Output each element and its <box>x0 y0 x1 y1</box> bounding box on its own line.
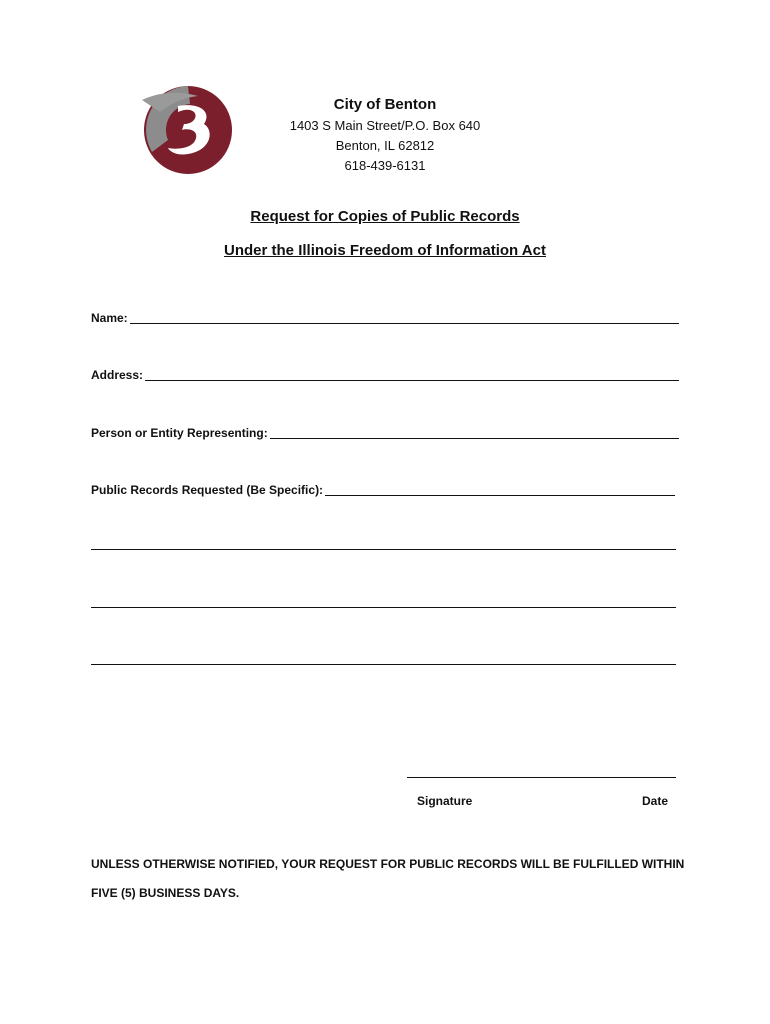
signature-label: Signature <box>417 794 473 808</box>
records-continuation-line-2[interactable] <box>91 607 676 608</box>
entity-label: Person or Entity Representing: <box>91 426 268 440</box>
form-subtitle: Under the Illinois Freedom of Information Act <box>224 242 546 259</box>
name-label: Name: <box>91 311 128 325</box>
address-label: Address: <box>91 368 144 382</box>
name-input-line[interactable] <box>130 311 679 324</box>
fulfillment-notice <box>91 850 691 908</box>
date-label: Date <box>642 794 669 808</box>
records-requested-field[interactable] <box>91 479 675 497</box>
records-requested-label: Public Records Requested (Be Specific): <box>91 483 324 497</box>
form-title: Request for Copies of Public Records <box>250 208 520 225</box>
organization-city: Benton, IL 62812 <box>335 138 435 153</box>
entity-input-line[interactable] <box>270 426 679 439</box>
organization-name: City of Benton <box>333 96 437 113</box>
organization-address: 1403 S Main Street/P.O. Box 640 <box>289 118 481 133</box>
records-continuation-line-3[interactable] <box>91 664 676 665</box>
organization-phone: 618-439-6131 <box>344 158 426 173</box>
notice-line-2: FIVE (5) BUSINESS DAYS. <box>91 886 240 900</box>
address-field[interactable] <box>91 364 679 382</box>
records-continuation-line-1[interactable] <box>91 549 676 550</box>
notice-line-1: UNLESS OTHERWISE NOTIFIED, YOUR REQUEST FOR PUBLIC RECORDS WILL BE FULFILLED WITHIN <box>91 857 685 871</box>
address-input-line[interactable] <box>145 368 679 381</box>
name-field[interactable] <box>91 307 679 325</box>
city-of-benton-logo <box>138 78 234 178</box>
signature-line[interactable] <box>407 777 676 778</box>
entity-field[interactable] <box>91 422 679 440</box>
records-requested-input-line[interactable] <box>325 483 675 496</box>
organization-header <box>258 94 512 176</box>
